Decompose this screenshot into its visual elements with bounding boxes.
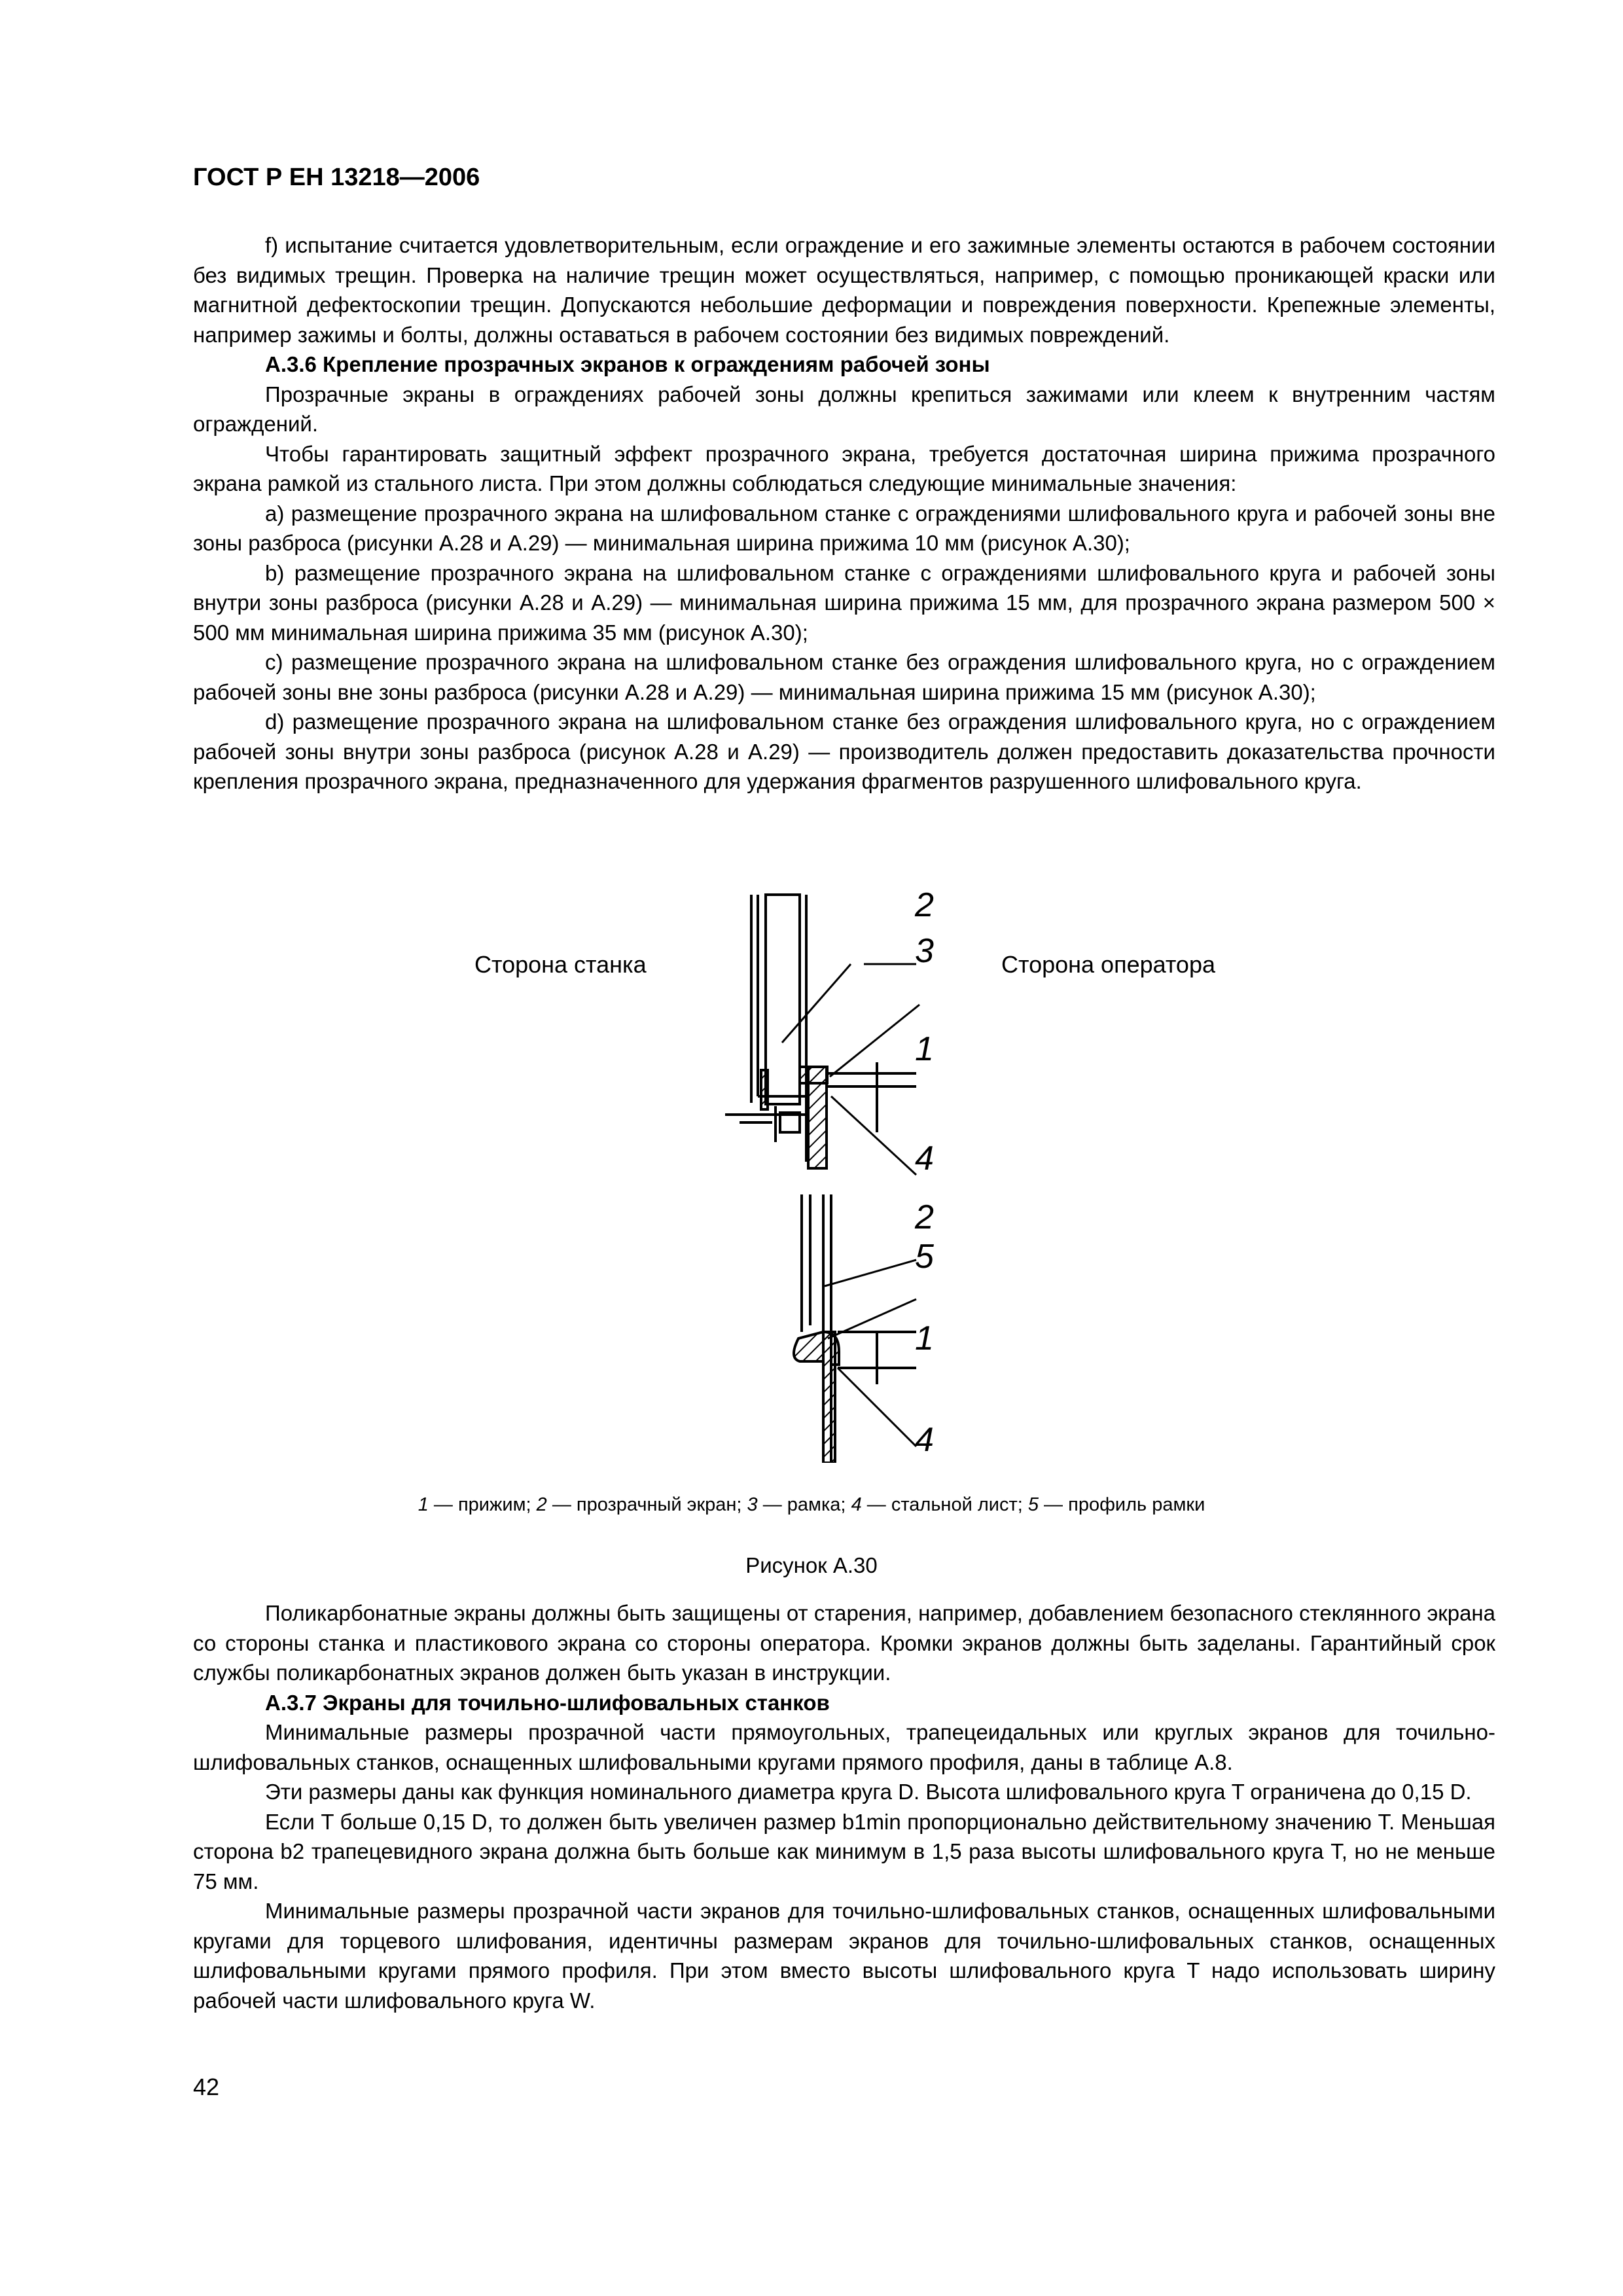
lower-detail — [794, 1194, 916, 1463]
legend-num: 5 — [1027, 1494, 1039, 1515]
section-heading-a36: А.3.6 Крепление прозрачных экранов к ограждениям рабочей зоны — [265, 352, 990, 376]
legend-num: 2 — [536, 1494, 547, 1515]
list-item-c: c) размещение прозрачного экрана на шлифовальном станке без ограждения шлифовального круга, но с ограждением рабочей зоны вне зоны разброса (рисунки А.28 и А.29) — минимальная ширина прижима 15 мм (рисунок А.30); — [193, 650, 1495, 704]
callout-1-lower: 1 — [915, 1319, 934, 1357]
paragraph: Минимальные размеры прозрачной части прямоугольных, трапецеидальных или круглых экранов для точильно-шлифовальных станков, оснащенных шлифовальными кругами прямого профиля, даны в таблице А.8. — [193, 1720, 1495, 1774]
page-number: 42 — [193, 2073, 220, 2100]
callout-2-lower: 2 — [915, 1198, 934, 1236]
callout-2-upper: 2 — [915, 886, 934, 924]
paragraph: Поликарбонатные экраны должны быть защищены от старения, например, добавлением безопасного стеклянного экрана со стороны станка и пластикового экрана со стороны оператора. Кромки экранов должны быть заделаны. Гарантийный срок службы поликарбонатных экранов должен быть указан в инструкции. — [193, 1601, 1495, 1685]
callout-5-lower: 5 — [915, 1238, 934, 1276]
paragraph: Минимальные размеры прозрачной части экранов для точильно-шлифовальных станков, оснащенных шлифовальными кругами для торцевого шлифования, идентичны размерам экранов для точильно-шлифовальных станков, оснащенных шлифовальными кругами прямого профиля. При этом вместо высоты шлифовального круга T надо использовать ширину рабочей части шлифовального круга W. — [193, 1899, 1495, 2013]
paragraph: Если T больше 0,15 D, то должен быть увеличен размер b1min пропорционально действительному значению T. Меньшая сторона b2 трапецевидного экрана должна быть больше как минимум в 1,5 раза высоты шлифовального круга T, но не меньше 75 мм. — [193, 1809, 1495, 1893]
text-block-lower — [193, 1598, 1495, 2015]
legend-num: 3 — [747, 1494, 758, 1515]
legend-num: 1 — [418, 1494, 429, 1515]
legend-text: — рамка; — [757, 1494, 851, 1515]
callout-4-upper: 4 — [915, 1139, 934, 1177]
paragraph: Эти размеры даны как функция номинального диаметра круга D. Высота шлифовального круга T ограничена до 0,15 D. — [265, 1780, 1472, 1804]
figure-legend — [0, 1494, 1623, 1516]
legend-text: — прижим; — [428, 1494, 537, 1515]
list-item-b: b) размещение прозрачного экрана на шлифовальном станке с ограждениями шлифовального круга и рабочей зоны внутри зоны разброса (рисунки А.28 и А.29) — минимальная ширина прижима 15 мм, для прозрачного экрана размером 500 × 500 мм минимальная ширина прижима 35 мм (рисунок А.30); — [193, 560, 1495, 645]
paragraph-f: f) испытание считается удовлетворительным, если ограждение и его зажимные элементы остаются в рабочем состоянии без видимых трещин. Проверка на наличие трещин может осуществляться, например, с помощью проникающей краски или магнитной дефектоскопии трещин. Допускаются небольшие деформации и повреждения поверхности. Крепежные элементы, например зажимы и болты, должны оставаться в рабочем состоянии без видимых повреждений. — [193, 233, 1495, 347]
figure-a30 — [0, 880, 1623, 1463]
text-block-upper — [193, 230, 1495, 797]
paragraph: Чтобы гарантировать защитный эффект прозрачного экрана, требуется достаточная ширина прижима прозрачного экрана рамкой из стального листа. При этом должны соблюдаться следующие минимальные значения: — [193, 441, 1495, 495]
section-heading-a37: А.3.7 Экраны для точильно-шлифовальных станков — [265, 1690, 830, 1715]
legend-text: — профиль рамки — [1039, 1494, 1205, 1515]
operator-side-label: Сторона оператора — [1001, 951, 1215, 978]
figure-drawing — [0, 880, 1623, 1463]
callout-1-upper: 1 — [915, 1030, 934, 1068]
list-item-a: a) размещение прозрачного экрана на шлифовальном станке с ограждениями шлифовального круга и рабочей зоны вне зоны разброса (рисунки А.28 и А.29) — минимальная ширина прижима 10 мм (рисунок А.30); — [193, 501, 1495, 555]
figure-caption: Рисунок А.30 — [745, 1553, 878, 1577]
callout-3-upper: 3 — [915, 932, 934, 970]
machine-side-label: Сторона станка — [474, 951, 647, 978]
paragraph: Прозрачные экраны в ограждениях рабочей зоны должны крепиться зажимами или клеем к внутренним частям ограждений. — [193, 382, 1495, 436]
list-item-d: d) размещение прозрачного экрана на шлифовальном станке без ограждения шлифовального круга, но с ограждением рабочей зоны внутри зоны разброса (рисунок А.28 и А.29) — производитель должен предоставить доказательства прочности крепления прозрачного экрана, предназначенного для удержания фрагментов разрушенного шлифовального круга. — [193, 709, 1495, 793]
callout-4-lower: 4 — [915, 1421, 934, 1459]
legend-text: — прозрачный экран; — [546, 1494, 747, 1515]
document-header: ГОСТ Р ЕН 13218—2006 — [193, 164, 480, 191]
legend-num: 4 — [851, 1494, 862, 1515]
legend-text: — стальной лист; — [861, 1494, 1028, 1515]
upper-detail — [725, 895, 919, 1175]
